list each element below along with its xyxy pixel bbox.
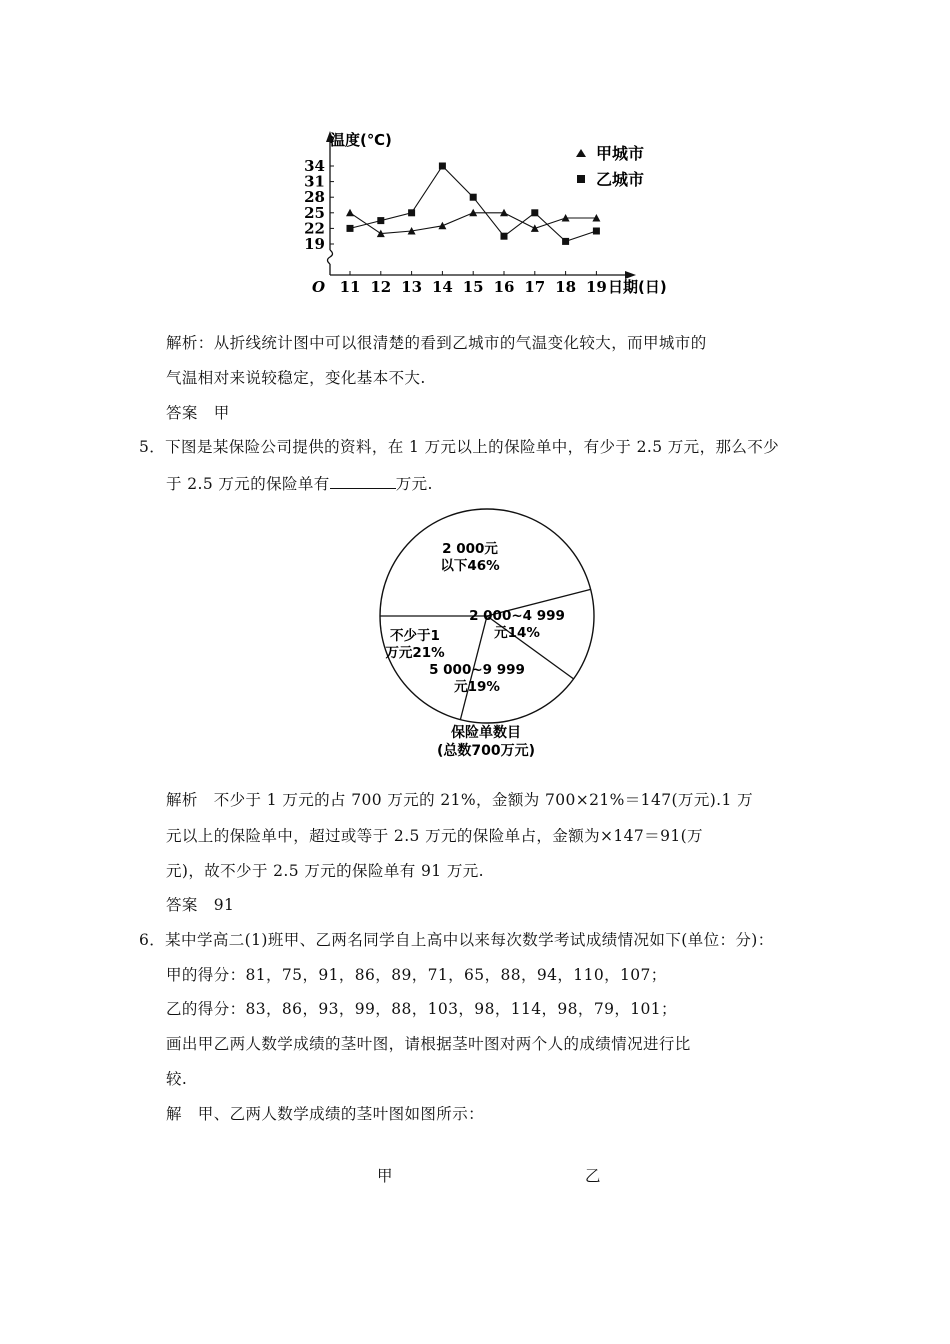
legend-label: 乙城市	[596, 170, 645, 189]
stem-leaf-header-jia: 甲	[377, 1167, 393, 1185]
legend-label: 甲城市	[596, 144, 645, 163]
y-tick-label: 22	[304, 219, 325, 238]
x-axis-label: 日期(日)	[608, 278, 667, 296]
triangle-point	[346, 209, 354, 217]
x-tick-label: 12	[370, 278, 392, 296]
answer-blank	[330, 474, 396, 489]
x-tick-label: 19	[585, 278, 607, 296]
y-tick-label: 28	[304, 188, 325, 207]
square-point	[439, 163, 446, 170]
question-6-line-3: 乙的得分：83，86，93，99，88，103，98，114，98，79，101；	[166, 1000, 677, 1018]
x-tick-label: 13	[401, 278, 423, 296]
question-6-line-1: 6．某中学高二(1)班甲、乙两名同学自上高中以来每次数学考试成绩情况如下(单位：分)：	[139, 931, 774, 949]
answer-5: 答案 91	[166, 896, 235, 914]
solution-6: 解 甲、乙两人数学成绩的茎叶图如图所示：	[166, 1105, 485, 1123]
answer-4: 答案 甲	[166, 404, 230, 422]
y-tick-label: 25	[304, 203, 325, 222]
x-tick-label: 16	[493, 278, 515, 296]
square-point	[501, 233, 508, 240]
pie-slice-percent: 元14%	[494, 625, 540, 641]
pie-slice-label: 2 000~4 999	[469, 608, 565, 624]
square-point	[593, 228, 600, 235]
pie-slice-percent: 元19%	[454, 679, 500, 695]
pie-slice-label: 5 000~9 999	[429, 662, 525, 678]
x-tick-label: 15	[462, 278, 484, 296]
pie-slice-label: 2 000元	[442, 541, 498, 557]
x-tick-label: 14	[431, 278, 453, 296]
analysis-5-line-1: 解析 不少于 1 万元的占 700 万元的 21%，金额为 700×21%＝147(万元).1 万	[166, 791, 753, 809]
pie-subtitle: (总数700万元)	[436, 743, 536, 759]
question-5-line-1: 5．下图是某保险公司提供的资料，在 1 万元以上的保险单中，有少于 2.5 万元，那么不少	[139, 438, 780, 456]
pie-slice-percent: 以下46%	[440, 558, 500, 574]
insurance-pie-chart	[370, 508, 610, 768]
y-axis-label: 温度(℃)	[330, 131, 392, 149]
series-line-2	[350, 166, 596, 241]
square-point	[470, 194, 477, 201]
x-tick-label: 17	[524, 278, 546, 296]
square-point	[562, 238, 569, 245]
square-point	[408, 209, 415, 216]
question-6-line-4: 画出甲乙两人数学成绩的茎叶图，请根据茎叶图对两个人的成绩情况进行比	[166, 1035, 691, 1053]
analysis-5-line-2: 元以上的保险单中，超过或等于 2.5 万元的保险单占，金额为×147＝91(万	[166, 827, 703, 845]
question-5-line-2	[166, 474, 433, 494]
question-5-text-b: 万元.	[395, 475, 433, 493]
square-point	[531, 209, 538, 216]
legend-triangle-marker	[576, 149, 586, 157]
y-axis-break	[328, 250, 333, 264]
y-tick-label: 31	[304, 172, 325, 191]
question-6-line-5: 较.	[166, 1070, 188, 1088]
question-5-text-a: 于 2.5 万元的保险单有	[166, 475, 330, 493]
pie-slice-percent: 万元21%	[385, 645, 445, 661]
stem-leaf-header-yi: 乙	[585, 1167, 601, 1185]
triangle-point	[438, 222, 446, 230]
square-point	[377, 217, 384, 224]
x-tick-label: 18	[555, 278, 577, 296]
temperature-line-chart	[300, 120, 690, 305]
y-tick-label: 34	[304, 157, 325, 175]
y-tick-label: 19	[304, 235, 325, 253]
square-point	[347, 225, 354, 232]
pie-title: 保险单数目	[451, 725, 521, 741]
analysis-4-line-1: 解析：从折线统计图中可以很清楚的看到乙城市的气温变化较大，而甲城市的	[166, 334, 707, 352]
triangle-point	[531, 224, 539, 232]
analysis-5-line-3: 元)，故不少于 2.5 万元的保险单有 91 万元.	[166, 862, 484, 880]
legend-square-marker	[577, 175, 585, 183]
analysis-4-line-2: 气温相对来说较稳定，变化基本不大.	[166, 369, 426, 387]
pie-slice-label: 不少于1	[390, 628, 440, 644]
question-6-line-2: 甲的得分：81，75，91，86，89，71，65，88，94，110，107；	[166, 966, 667, 984]
x-tick-label: 11	[339, 278, 361, 296]
origin-label: O	[312, 278, 326, 296]
